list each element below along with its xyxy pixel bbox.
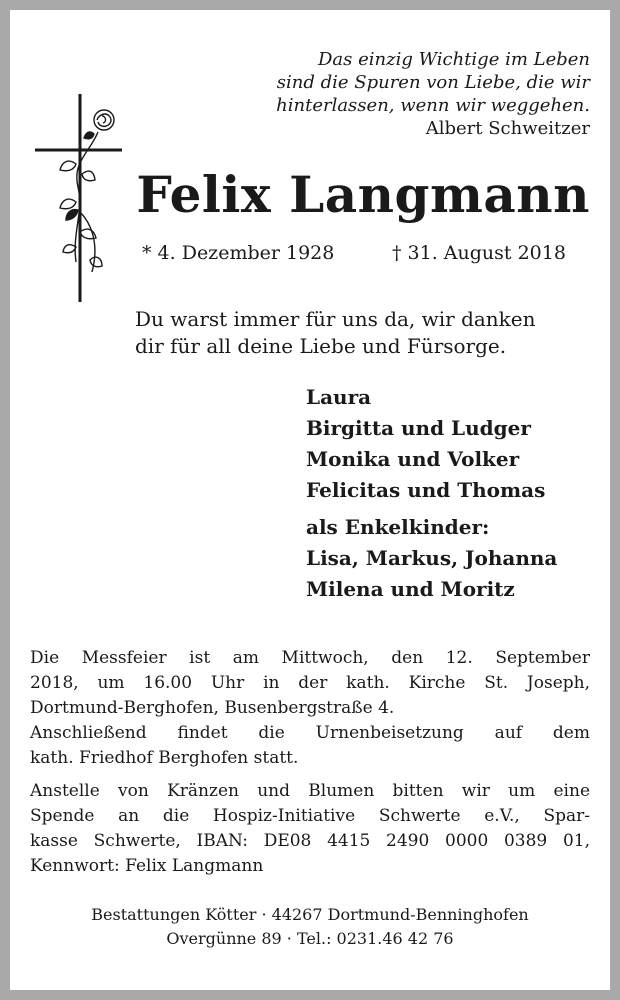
deceased-name: Felix Langmann — [136, 165, 590, 224]
service-line: Die Messfeier ist am Mittwoch, den 12. September — [30, 648, 590, 668]
quote-line: Das einzig Wichtige im Leben — [317, 49, 590, 70]
service-line: Dortmund-Berghofen, Busenbergstraße 4. — [30, 698, 395, 718]
quote-author: Albert Schweitzer — [425, 118, 590, 139]
quote-block — [210, 48, 590, 140]
donation-line: Kennwort: Felix Langmann — [30, 856, 264, 876]
grandchildren-names: Milena und Moritz — [306, 577, 515, 601]
funeral-home-contact: Overgünne 89 · Tel.: 0231.46 42 76 — [166, 929, 454, 948]
quote-line: hinterlassen, wenn wir weggehen. — [276, 95, 590, 116]
service-information — [30, 646, 590, 879]
donation-line: Spende an die Hospiz-Initiative Schwerte e.V., Spar- — [30, 806, 590, 826]
mourners-list — [306, 382, 557, 605]
quote-line: sind die Spuren von Liebe, die wir — [276, 72, 590, 93]
mourner-name: Birgitta und Ludger — [306, 416, 531, 440]
thanks-line: dir für all deine Liebe und Fürsorge. — [135, 334, 507, 358]
death-date: † 31. August 2018 — [392, 242, 566, 264]
grandchildren-heading: als Enkelkinder: — [306, 515, 490, 539]
mourner-name: Felicitas und Thomas — [306, 478, 546, 502]
mourner-name: Monika und Volker — [306, 447, 520, 471]
thanks-line: Du warst immer für uns da, wir danken — [135, 307, 536, 331]
service-line: 2018, um 16.00 Uhr in der kath. Kirche St. Joseph, — [30, 673, 590, 693]
donation-paragraph — [30, 779, 590, 879]
mourner-name: Laura — [306, 385, 372, 409]
donation-line: kasse Schwerte, IBAN: DE08 4415 2490 0000 0389 01, — [30, 831, 590, 851]
funeral-home-footer — [10, 903, 610, 951]
obituary-notice — [10, 10, 610, 990]
burial-line: Anschließend findet die Urnenbeisetzung auf dem — [30, 723, 590, 743]
donation-line: Anstelle von Kränzen und Blumen bitten wir um eine — [30, 781, 590, 801]
service-paragraph — [30, 646, 590, 771]
grandchildren-names: Lisa, Markus, Johanna — [306, 546, 558, 570]
birth-date: * 4. Dezember 1928 — [142, 242, 335, 264]
burial-line: kath. Friedhof Berghofen statt. — [30, 748, 299, 768]
thanks-text — [135, 306, 595, 360]
funeral-home-address: Bestattungen Kötter · 44267 Dortmund-Benninghofen — [91, 905, 529, 924]
